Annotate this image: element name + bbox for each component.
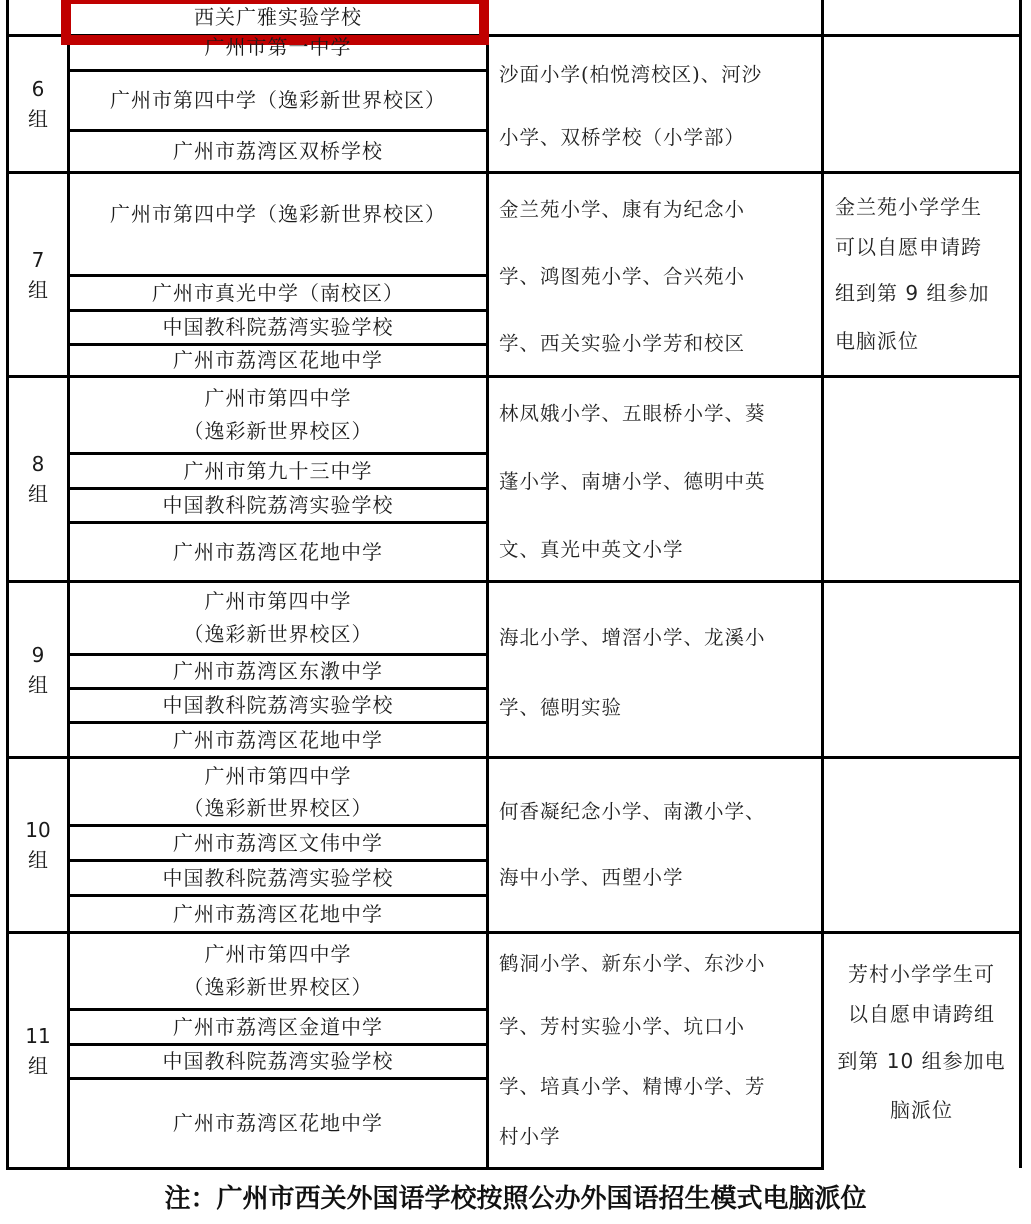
- middle-school-cell: 中国教科院荔湾实验学校: [162, 693, 394, 717]
- note-cell: 金兰苑小学学生 可以自愿申请跨 组到第 9 组参加 电脑派位: [835, 195, 990, 353]
- table-border-bottom: [6, 1167, 824, 1170]
- primary-schools-cell: 金兰苑小学、康有为纪念小 学、鸿图苑小学、合兴苑小 学、西关实验小学芳和校区: [499, 198, 746, 355]
- middle-school-cell: 广州市荔湾区花地中学: [173, 727, 383, 752]
- group-label: 11 组: [25, 1023, 51, 1078]
- group-label: 6 组: [28, 77, 48, 131]
- middle-school-cell: 广州市第九十三中学: [183, 458, 373, 483]
- primary-schools-cell: 沙面小学(柏悦湾校区)、河沙 小学、双桥学校（小学部）: [499, 63, 763, 149]
- primary-schools-cell: 林凤娥小学、五眼桥小学、葵 蓬小学、南塘小学、德明中英 文、真光中英文小学: [499, 402, 766, 561]
- footnote: 注：广州市西关外国语学校按照公办外国语招生模式电脑派位: [164, 1184, 867, 1214]
- middle-school-cell: 广州市荔湾区花地中学: [173, 348, 383, 372]
- table-border-right: [1019, 0, 1022, 1168]
- middle-school-cell: 广州市荔湾区金道中学: [173, 1014, 383, 1039]
- middle-school-cell: 中国教科院荔湾实验学校: [162, 493, 394, 517]
- primary-schools-cell: 何香凝纪念小学、南漖小学、 海中小学、西塱小学: [499, 800, 766, 889]
- middle-school-cell: 广州市荔湾区文伟中学: [173, 830, 383, 855]
- middle-school-cell: 广州市荔湾区花地中学: [173, 901, 383, 926]
- primary-schools-cell: 海北小学、增滘小学、龙溪小 学、德明实验: [499, 626, 766, 719]
- middle-school-cell: 广州市荔湾区东漖中学: [173, 659, 383, 683]
- middle-school-cell: 广州市真光中学（南校区）: [152, 280, 404, 305]
- middle-school-cell: 广州市第四中学 （逸彩新世界校区）: [183, 763, 373, 820]
- middle-school-cell: 广州市第一中学: [204, 35, 352, 59]
- note-cell: 芳村小学学生可 以自愿申请跨组 到第 10 组参加电 脑派位: [837, 961, 1006, 1122]
- middle-school-cell: 广州市荔湾区双桥学校: [173, 139, 383, 163]
- middle-school-cell: 中国教科院荔湾实验学校: [162, 315, 394, 339]
- middle-school-cell: 广州市第四中学 （逸彩新世界校区）: [183, 589, 373, 646]
- middle-school-cell: 广州市荔湾区花地中学: [173, 1111, 383, 1135]
- group-label: 10 组: [25, 818, 51, 872]
- middle-school-cell: 广州市第四中学（逸彩新世界校区）: [110, 88, 446, 112]
- middle-school-cell: [70, 0, 486, 34]
- group-label: 9 组: [28, 642, 48, 697]
- middle-school-cell: 广州市第四中学 （逸彩新世界校区）: [183, 942, 373, 999]
- middle-school-cell: 广州市第四中学（逸彩新世界校区）: [110, 201, 446, 226]
- middle-school-cell: 广州市荔湾区花地中学: [173, 539, 383, 564]
- middle-school-name: 西关广雅实验学校: [194, 4, 362, 29]
- group-label: 7 组: [28, 247, 48, 302]
- group-label: 8 组: [28, 452, 48, 506]
- middle-school-cell: 中国教科院荔湾实验学校: [162, 865, 394, 890]
- middle-school-cell: 广州市第四中学 （逸彩新世界校区）: [183, 386, 373, 443]
- primary-schools-cell: 鹤洞小学、新东小学、东沙小 学、芳村实验小学、坑口小 学、培真小学、精博小学、芳 村小学: [499, 952, 766, 1148]
- middle-school-cell: 中国教科院荔湾实验学校: [162, 1049, 394, 1073]
